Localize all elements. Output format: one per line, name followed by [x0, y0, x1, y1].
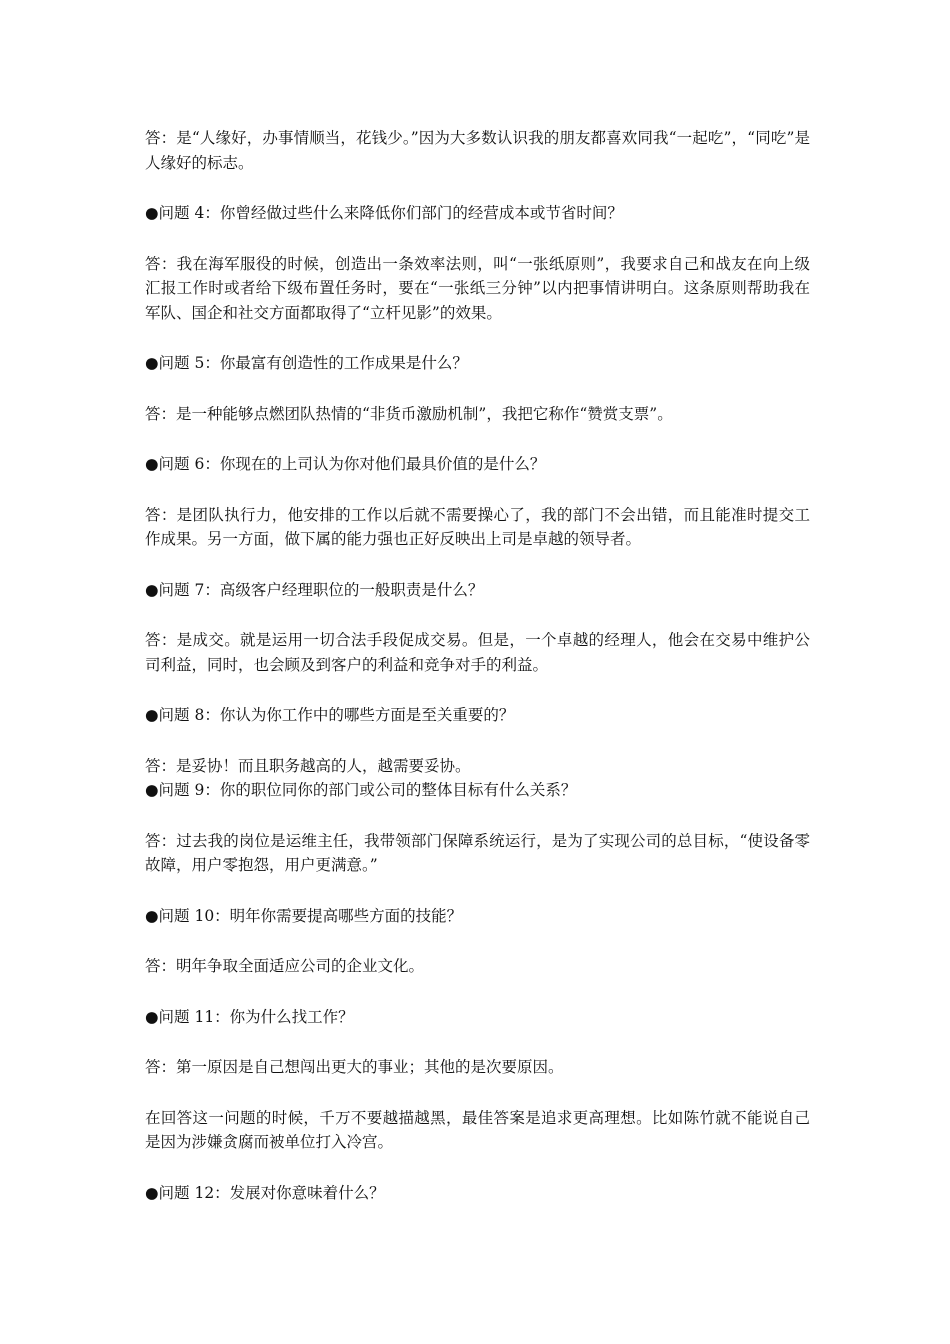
paragraph-spacer: [145, 426, 810, 452]
paragraph-spacer: [145, 602, 810, 628]
answer-9-paragraph: 答：过去我的岗位是运维主任，我带领部门保障系统运行，是为了实现公司的总目标，“使设备零故障，用户零抱怨，用户更满意。”: [145, 831, 810, 874]
paragraph-spacer: [145, 175, 810, 201]
question-9-heading: ●问题 9：你的职位同你的部门或公司的整体目标有什么关系？: [145, 781, 577, 799]
paragraph-spacer: [145, 1029, 810, 1055]
answer-11-paragraph: 答：第一原因是自己想闯出更大的事业；其他的是次要原因。: [145, 1058, 564, 1076]
question-10-heading: ●问题 10：明年你需要提高哪些方面的技能？: [145, 906, 463, 925]
question-4-heading: ●问题 4：你曾经做过些什么来降低你们部门的经营成本或节省时间？: [145, 204, 623, 222]
question-7-heading: ●问题 7：高级客户经理职位的一般职责是什么？: [145, 580, 484, 599]
answer-6-paragraph: 答：是团队执行力，他安排的工作以后就不需要操心了，我的部门不会出错，而且能准时提交工作成果。另一方面，做下属的能力强也正好反映出上司是卓越的领导者。: [145, 505, 810, 548]
paragraph-spacer: [145, 1155, 810, 1181]
paragraph-spacer: [145, 325, 810, 351]
answer-11-note-paragraph: 在回答这一问题的时候，千万不要越描越黑，最佳答案是追求更高理想。比如陈竹就不能说自己是因为涉嫌贪腐而被单位打入冷宫。: [145, 1108, 810, 1151]
paragraph-spacer: [145, 979, 810, 1005]
paragraph-spacer: [145, 477, 810, 503]
answer-7-paragraph: 答：是成交。就是运用一切合法手段促成交易。但是，一个卓越的经理人，他会在交易中维护公司利益，同时，也会顾及到客户的利益和竞争对手的利益。: [145, 631, 810, 674]
paragraph-spacer: [145, 1080, 810, 1106]
answer-10-paragraph: 答：明年争取全面适应公司的企业文化。: [145, 957, 425, 975]
answer-4-paragraph: 答：我在海军服役的时候，创造出一条效率法则，叫“一张纸原则”，我要求自己和战友在向上级汇报工作时或者给下级布置任务时，要在“一张纸三分钟”以内把事情讲明白。这条原则帮助我在军队、国企和社交方面都取得了“立杆见影”的效果。: [145, 254, 810, 322]
paragraph-spacer: [145, 803, 810, 829]
question-8-heading: ●问题 8：你认为你工作中的哪些方面是至关重要的？: [145, 706, 515, 724]
question-12-heading: ●问题 12：发展对你意味着什么？: [145, 1183, 385, 1202]
paragraph-spacer: [145, 677, 810, 703]
question-6-heading: ●问题 6：你现在的上司认为你对他们最具价值的是什么？: [145, 455, 546, 473]
paragraph-spacer: [145, 376, 810, 402]
paragraph-spacer: [145, 552, 810, 578]
question-11-heading: ●问题 11：你为什么找工作？: [145, 1007, 354, 1026]
paragraph-spacer: [145, 928, 810, 954]
paragraph-spacer: [145, 728, 810, 754]
document-body: [145, 126, 810, 1205]
answer-5-paragraph: 答：是一种能够点燃团队热情的“非货币激励机制”，我把它称作“赞赏支票”。: [145, 404, 673, 423]
answer-3-paragraph: 答：是“人缘好，办事情顺当，花钱少。”因为大多数认识我的朋友都喜欢同我“一起吃”，“同吃”是人缘好的标志。: [145, 129, 810, 172]
answer-8-paragraph: 答：是妥协！而且职务越高的人，越需要妥协。: [145, 756, 471, 775]
paragraph-spacer: [145, 226, 810, 252]
question-5-heading: ●问题 5：你最富有创造性的工作成果是什么？: [145, 354, 468, 372]
paragraph-spacer: [145, 878, 810, 904]
